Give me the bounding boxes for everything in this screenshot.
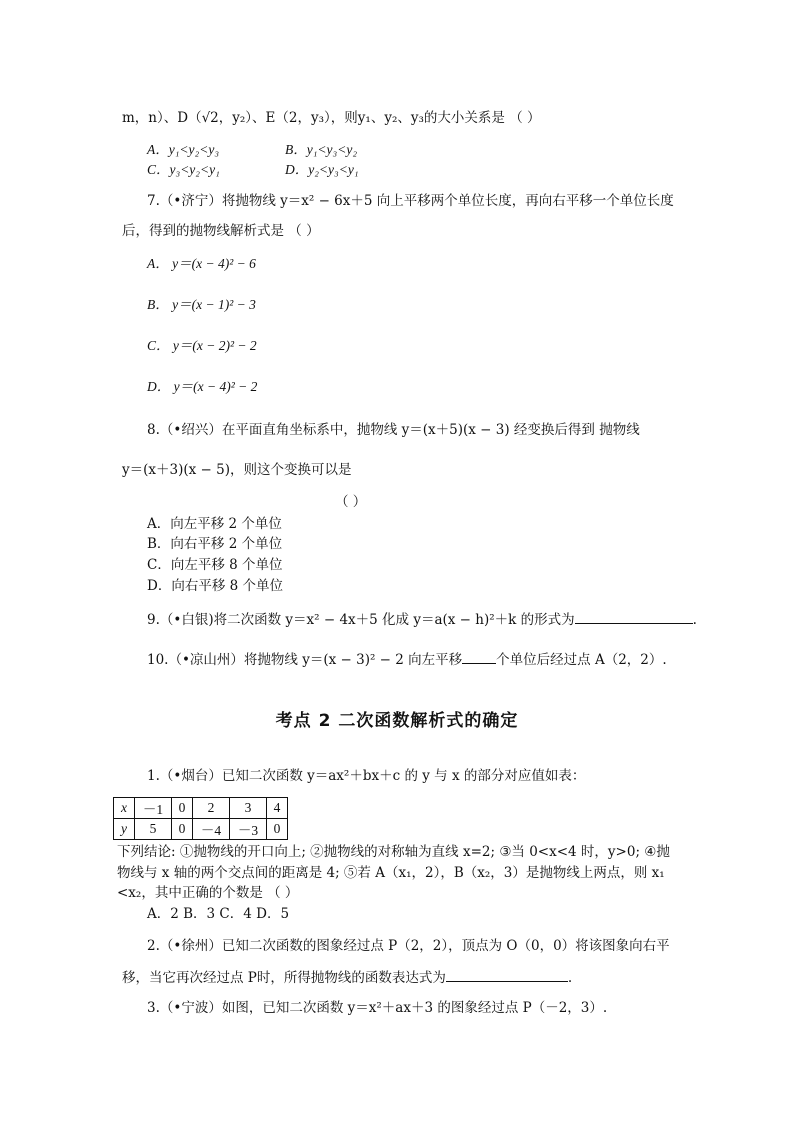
p2-end: . [567, 970, 573, 986]
q6-option-a: A．y₁<y₂<y₃ [147, 142, 220, 157]
q7-option-c: C． y＝(x − 2)² − 2 [147, 338, 257, 353]
q7-line2: 后，得到的抛物线解析式是 （ ） [122, 223, 320, 239]
q6-tail-text: m，n）、D（√2，y₂）、E（2，y₃），则y₁、y₂、y₃的大小关系是 （ ） [122, 110, 541, 126]
p1-line3: 物线与 x 轴的两个交点间的距离是 4; ⑤若 A（x₁，2），B（x₂，3）是抛物线上两点，则 x₁ [117, 865, 665, 881]
p2-answer-blank[interactable] [446, 967, 568, 982]
table-cell: －4 [193, 819, 230, 840]
p2-line2: 移，当它再次经过点 P时，所得抛物线的函数表达式为 [122, 970, 446, 986]
q9-line [147, 609, 697, 629]
q10-pre: 10.（•凉山州）将抛物线 y＝(x − 3)² − 2 向左平移 [147, 652, 463, 668]
value-table [113, 797, 288, 840]
q6-option-b: B．y₁<y₃<y₂ [285, 142, 358, 157]
p2-line1: 2.（•徐州）已知二次函数的图象经过点 P（2，2），顶点为 O（0，0）将该图象向右平 [147, 938, 670, 954]
q9-text: 9.（•白银)将二次函数 y＝x² − 4x＋5 化成 y＝a(x − h)²＋k 的形式为 [147, 612, 575, 628]
table-cell: 0 [267, 819, 288, 840]
q10-post: 个单位后经过点 A（2，2）. [496, 652, 667, 668]
q9-answer-blank[interactable] [575, 609, 693, 624]
q6-option-c: C．y₃<y₂<y₁ [147, 162, 220, 177]
q8-option-d: D．向右平移 8 个单位 [147, 578, 283, 594]
q8-line1: 8.（•绍兴）在平面直角坐标系中，抛物线 y＝(x＋5)(x − 3) 经变换后得到 抛物线 [147, 422, 640, 438]
q7-line1: 7.（•济宁）将抛物线 y＝x² − 6x＋5 向上平移两个单位长度，再向右平移一个单位长度 [147, 193, 674, 209]
p1-line1: 1.（•烟台）已知二次函数 y＝ax²＋bx＋c 的 y 与 x 的部分对应值如表： [147, 768, 586, 784]
q10-answer-blank[interactable] [462, 649, 496, 664]
p3-line1: 3.（•宁波）如图，已知二次函数 y＝x²＋ax＋3 的图象经过点 P（－2，3）. [147, 1000, 608, 1016]
q7-option-b: B． y＝(x − 1)² − 3 [147, 297, 256, 312]
q7-option-d: D． y＝(x − 4)² − 2 [147, 379, 258, 394]
table-cell: 0 [172, 819, 193, 840]
table-row [114, 819, 288, 840]
table-row-header: x [114, 798, 135, 819]
p1-line4: <x₂，其中正确的个数是 （ ） [117, 885, 299, 901]
table-cell: 2 [193, 798, 230, 819]
p1-options: A．2 B．3 C．4 D．5 [147, 906, 290, 922]
table-cell: 4 [267, 798, 288, 819]
q9-end: . [692, 612, 697, 628]
table-cell: 0 [172, 798, 193, 819]
q8-option-b: B．向右平移 2 个单位 [147, 536, 283, 552]
q8-answer-bracket: （ ） [335, 494, 367, 510]
q8-option-c: C．向左平移 8 个单位 [147, 557, 283, 573]
table-cell: －1 [135, 798, 172, 819]
q10-line [147, 649, 667, 669]
q8-option-a: A．向左平移 2 个单位 [147, 516, 282, 532]
table-cell: 5 [135, 819, 172, 840]
table-row [114, 798, 288, 819]
table-cell: 3 [230, 798, 267, 819]
p1-line2: 下列结论: ①抛物线的开口向上; ②抛物线的对称轴为直线 x=2; ③当 0<x<4 时，y>0; ④抛 [117, 844, 670, 860]
q6-option-d: D．y₂<y₃<y₁ [285, 162, 359, 177]
table-row-header: y [114, 819, 135, 840]
section-title: 考点 2 二次函数解析式的确定 [275, 711, 519, 731]
q8-line2: y＝(x＋3)(x − 5)，则这个变换可以是 [122, 462, 352, 478]
q7-option-a: A． y＝(x − 4)² − 6 [147, 256, 256, 271]
table-cell: －3 [230, 819, 267, 840]
p2-line2-wrap [122, 967, 572, 987]
